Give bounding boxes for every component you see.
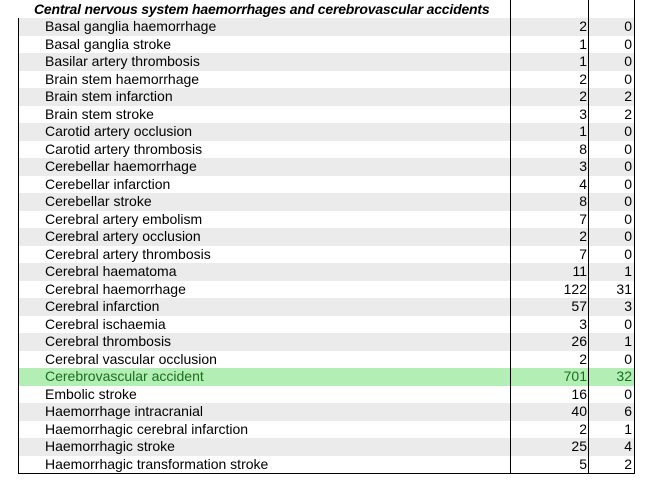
term-name: Cerebellar stroke (18, 193, 510, 211)
column-divider (588, 0, 589, 18)
count-col-2: 3 (588, 298, 635, 316)
count-col-1: 1 (510, 53, 588, 71)
count-col-1: 1 (510, 36, 588, 54)
count-col-1: 2 (510, 18, 588, 36)
table-row (18, 53, 635, 71)
count-col-2: 2 (588, 88, 635, 106)
count-col-2: 0 (588, 228, 635, 246)
column-divider (634, 0, 635, 18)
count-col-1: 122 (510, 281, 588, 299)
count-col-1: 2 (510, 71, 588, 89)
count-col-2: 31 (588, 281, 635, 299)
count-col-2: 0 (588, 176, 635, 194)
count-col-2: 0 (588, 193, 635, 211)
table-row (18, 211, 635, 229)
count-col-1: 2 (510, 228, 588, 246)
table-row (18, 71, 635, 89)
count-col-1: 26 (510, 333, 588, 351)
count-col-1: 1 (510, 123, 588, 141)
count-col-1: 2 (510, 421, 588, 439)
table-row (18, 36, 635, 54)
table-row (18, 456, 635, 474)
count-col-2: 0 (588, 18, 635, 36)
table-row (18, 281, 635, 299)
term-name: Carotid artery thrombosis (18, 141, 510, 159)
count-col-2: 0 (588, 141, 635, 159)
table-row (18, 351, 635, 369)
count-col-1: 3 (510, 106, 588, 124)
table-row (18, 333, 635, 351)
term-name: Cerebral artery occlusion (18, 228, 510, 246)
term-name: Cerebral infarction (18, 298, 510, 316)
term-name: Cerebral thrombosis (18, 333, 510, 351)
count-col-2: 0 (588, 351, 635, 369)
count-col-2: 0 (588, 211, 635, 229)
term-name: Haemorrhagic stroke (18, 438, 510, 456)
count-col-1: 40 (510, 403, 588, 421)
table-row (18, 368, 635, 386)
section-header (18, 0, 635, 18)
table-row (18, 18, 635, 36)
term-name: Cerebral haemorrhage (18, 281, 510, 299)
term-name: Haemorrhage intracranial (18, 403, 510, 421)
table-row (18, 176, 635, 194)
count-col-2: 2 (588, 456, 635, 474)
count-col-1: 57 (510, 298, 588, 316)
table-row (18, 403, 635, 421)
count-col-1: 7 (510, 211, 588, 229)
table-row (18, 106, 635, 124)
table-bottom-border (18, 473, 635, 474)
term-name: Basal ganglia haemorrhage (18, 18, 510, 36)
count-col-1: 16 (510, 386, 588, 404)
count-col-1: 4 (510, 176, 588, 194)
count-col-1: 5 (510, 456, 588, 474)
table-row (18, 263, 635, 281)
term-name: Cerebellar haemorrhage (18, 158, 510, 176)
term-name: Embolic stroke (18, 386, 510, 404)
term-name: Brain stem stroke (18, 106, 510, 124)
term-name: Brain stem infarction (18, 88, 510, 106)
count-col-2: 6 (588, 403, 635, 421)
table-row (18, 316, 635, 334)
term-name: Brain stem haemorrhage (18, 71, 510, 89)
section-title: Central nervous system haemorrhages and cerebrovascular accidents (34, 1, 490, 17)
count-col-2: 1 (588, 421, 635, 439)
table-row (18, 246, 635, 264)
table-row (18, 193, 635, 211)
count-col-2: 0 (588, 71, 635, 89)
count-col-2: 2 (588, 106, 635, 124)
table-row (18, 298, 635, 316)
term-name: Cerebral vascular occlusion (18, 351, 510, 369)
count-col-1: 701 (510, 368, 588, 386)
table-row (18, 88, 635, 106)
term-name: Cerebral haematoma (18, 263, 510, 281)
count-col-1: 7 (510, 246, 588, 264)
term-name: Basilar artery thrombosis (18, 53, 510, 71)
count-col-1: 2 (510, 351, 588, 369)
count-col-1: 8 (510, 193, 588, 211)
term-name: Cerebrovascular accident (18, 368, 510, 386)
count-col-1: 11 (510, 263, 588, 281)
term-name: Basal ganglia stroke (18, 36, 510, 54)
table-row (18, 386, 635, 404)
count-col-1: 3 (510, 158, 588, 176)
term-name: Cerebral artery embolism (18, 211, 510, 229)
count-col-1: 25 (510, 438, 588, 456)
count-col-2: 0 (588, 246, 635, 264)
count-col-2: 0 (588, 123, 635, 141)
count-col-2: 1 (588, 263, 635, 281)
term-name: Cerebellar infarction (18, 176, 510, 194)
term-name: Cerebral artery thrombosis (18, 246, 510, 264)
table-row (18, 421, 635, 439)
term-name: Haemorrhagic transformation stroke (18, 456, 510, 474)
table-row (18, 158, 635, 176)
count-col-2: 0 (588, 158, 635, 176)
term-name: Haemorrhagic cerebral infarction (18, 421, 510, 439)
count-col-1: 8 (510, 141, 588, 159)
count-col-2: 0 (588, 53, 635, 71)
count-col-1: 3 (510, 316, 588, 334)
count-col-2: 0 (588, 36, 635, 54)
table-row (18, 141, 635, 159)
column-divider (510, 0, 511, 18)
table-row (18, 228, 635, 246)
count-col-2: 0 (588, 316, 635, 334)
count-col-2: 32 (588, 368, 635, 386)
count-col-1: 2 (510, 88, 588, 106)
count-col-2: 4 (588, 438, 635, 456)
table-row (18, 438, 635, 456)
count-col-2: 1 (588, 333, 635, 351)
table-row (18, 123, 635, 141)
term-name: Carotid artery occlusion (18, 123, 510, 141)
count-col-2: 0 (588, 386, 635, 404)
term-name: Cerebral ischaemia (18, 316, 510, 334)
